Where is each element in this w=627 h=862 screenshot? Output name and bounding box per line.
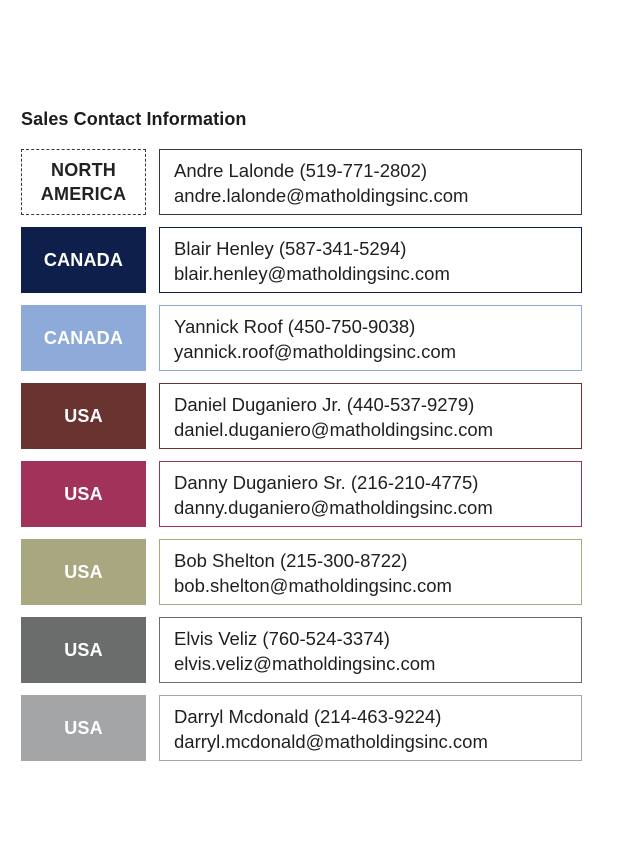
contact-email[interactable]: blair.henley@matholdingsinc.com xyxy=(174,263,450,284)
contact-card xyxy=(159,149,582,215)
contact-email[interactable]: daniel.duganiero@matholdingsinc.com xyxy=(174,419,494,440)
contact-row xyxy=(21,695,582,761)
contact-card xyxy=(159,383,582,449)
region-label: CANADA xyxy=(43,250,124,270)
region-label: NORTH AMERICA xyxy=(40,160,127,204)
contact-card xyxy=(159,227,582,293)
contact-name-phone: Andre Lalonde (519-771-2802) xyxy=(174,160,428,181)
region-badge xyxy=(21,227,146,293)
contact-name-phone: Elvis Veliz (760-524-3374) xyxy=(174,628,390,649)
contact-email[interactable]: yannick.roof@matholdingsinc.com xyxy=(174,341,457,362)
contact-card xyxy=(159,617,582,683)
contact-email[interactable]: elvis.veliz@matholdingsinc.com xyxy=(174,653,436,674)
region-badge xyxy=(21,461,146,527)
contact-card xyxy=(159,461,582,527)
contact-name-phone: Daniel Duganiero Jr. (440-537-9279) xyxy=(174,394,475,415)
page-title: Sales Contact Information xyxy=(21,109,247,129)
contact-row xyxy=(21,461,582,527)
region-label: USA xyxy=(64,640,103,660)
contact-row xyxy=(21,305,582,371)
contact-name-phone: Danny Duganiero Sr. (216-210-4775) xyxy=(174,472,479,493)
contact-row xyxy=(21,539,582,605)
region-label: USA xyxy=(64,406,103,426)
contact-email[interactable]: bob.shelton@matholdingsinc.com xyxy=(174,575,452,596)
contact-list xyxy=(21,149,582,773)
region-label: CANADA xyxy=(43,328,124,348)
contact-name-phone: Darryl Mcdonald (214-463-9224) xyxy=(174,706,442,727)
region-badge xyxy=(21,383,146,449)
contact-name-phone: Blair Henley (587-341-5294) xyxy=(174,238,407,259)
region-label: USA xyxy=(64,562,103,582)
region-badge xyxy=(21,617,146,683)
region-label: USA xyxy=(64,484,103,504)
contact-card xyxy=(159,695,582,761)
region-badge xyxy=(21,695,146,761)
contact-card xyxy=(159,305,582,371)
contact-name-phone: Bob Shelton (215-300-8722) xyxy=(174,550,408,571)
region-badge xyxy=(21,305,146,371)
region-label: USA xyxy=(64,718,103,738)
region-badge xyxy=(21,539,146,605)
contact-email[interactable]: darryl.mcdonald@matholdingsinc.com xyxy=(174,731,488,752)
contact-row xyxy=(21,383,582,449)
contact-row xyxy=(21,227,582,293)
contact-row xyxy=(21,149,582,215)
contact-row xyxy=(21,617,582,683)
contact-email[interactable]: andre.lalonde@matholdingsinc.com xyxy=(174,185,469,206)
contact-name-phone: Yannick Roof (450-750-9038) xyxy=(174,316,416,337)
region-badge xyxy=(21,149,146,215)
contact-card xyxy=(159,539,582,605)
contact-email[interactable]: danny.duganiero@matholdingsinc.com xyxy=(174,497,493,518)
